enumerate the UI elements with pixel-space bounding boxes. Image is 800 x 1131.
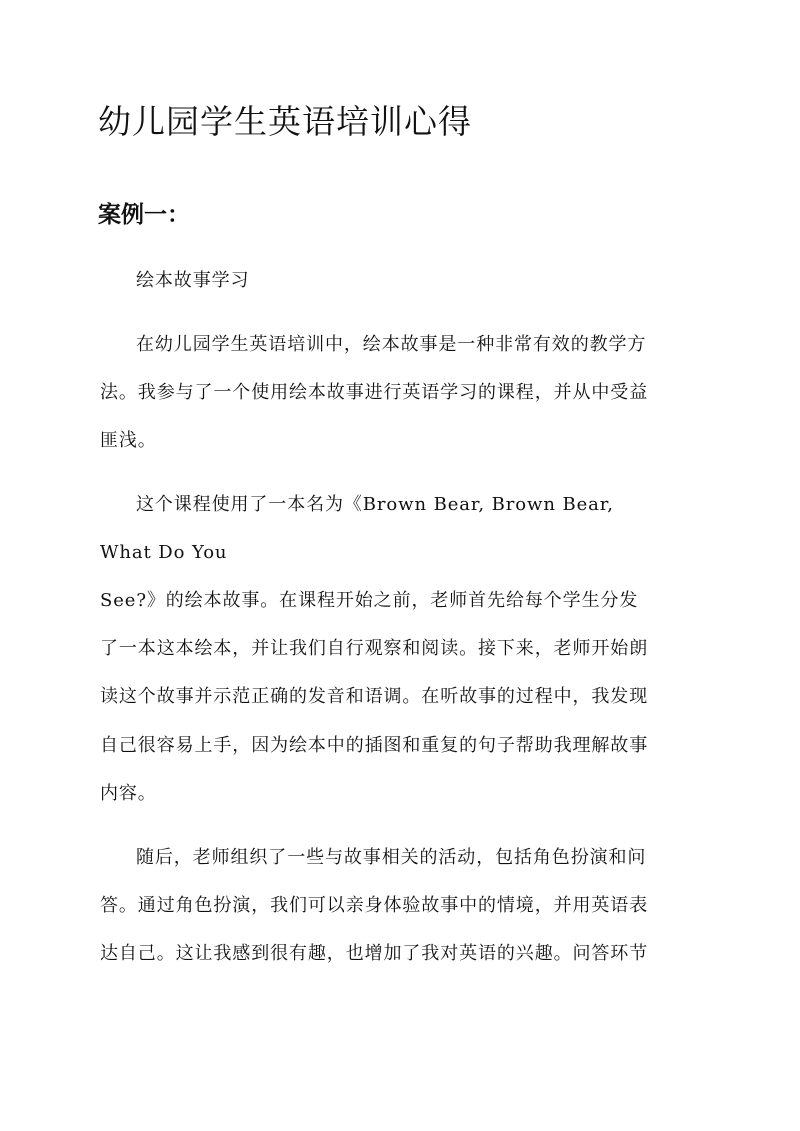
paragraph-line: 随后，老师组织了一些与故事相关的活动，包括角色扮演和问 — [136, 847, 647, 868]
paragraph-line: 内容。 — [100, 783, 157, 804]
subheading: 绘本故事学习 — [136, 270, 250, 291]
paragraph-line: See?》的绘本故事。在课程开始之前，老师首先给每个学生分发 — [100, 590, 639, 611]
paragraph-line: 达自己。这让我感到很有趣，也增加了我对英语的兴趣。问答环节 — [100, 943, 649, 964]
paragraph-line: What Do You — [100, 542, 228, 563]
paragraph-line: 了一本这本绘本，并让我们自行观察和阅读。接下来，老师开始朗 — [100, 638, 649, 659]
paragraph-line: 自己很容易上手，因为绘本中的插图和重复的句子帮助我理解故事 — [100, 735, 649, 756]
document-title: 幼儿园学生英语培训心得 — [98, 102, 472, 141]
paragraph-line: 这个课程使用了一本名为《Brown Bear, Brown Bear, — [136, 494, 614, 515]
paragraph-line: 匪浅。 — [100, 430, 157, 451]
paragraph-line: 法。我参与了一个使用绘本故事进行英语学习的课程，并从中受益 — [100, 382, 649, 403]
paragraph-line: 答。通过角色扮演，我们可以亲身体验故事中的情境，并用英语表 — [100, 895, 649, 916]
case-heading: 案例一： — [98, 201, 190, 228]
paragraph-line: 在幼儿园学生英语培训中，绘本故事是一种非常有效的教学方 — [136, 334, 647, 355]
paragraph-line: 读这个故事并示范正确的发音和语调。在听故事的过程中，我发现 — [100, 686, 649, 707]
